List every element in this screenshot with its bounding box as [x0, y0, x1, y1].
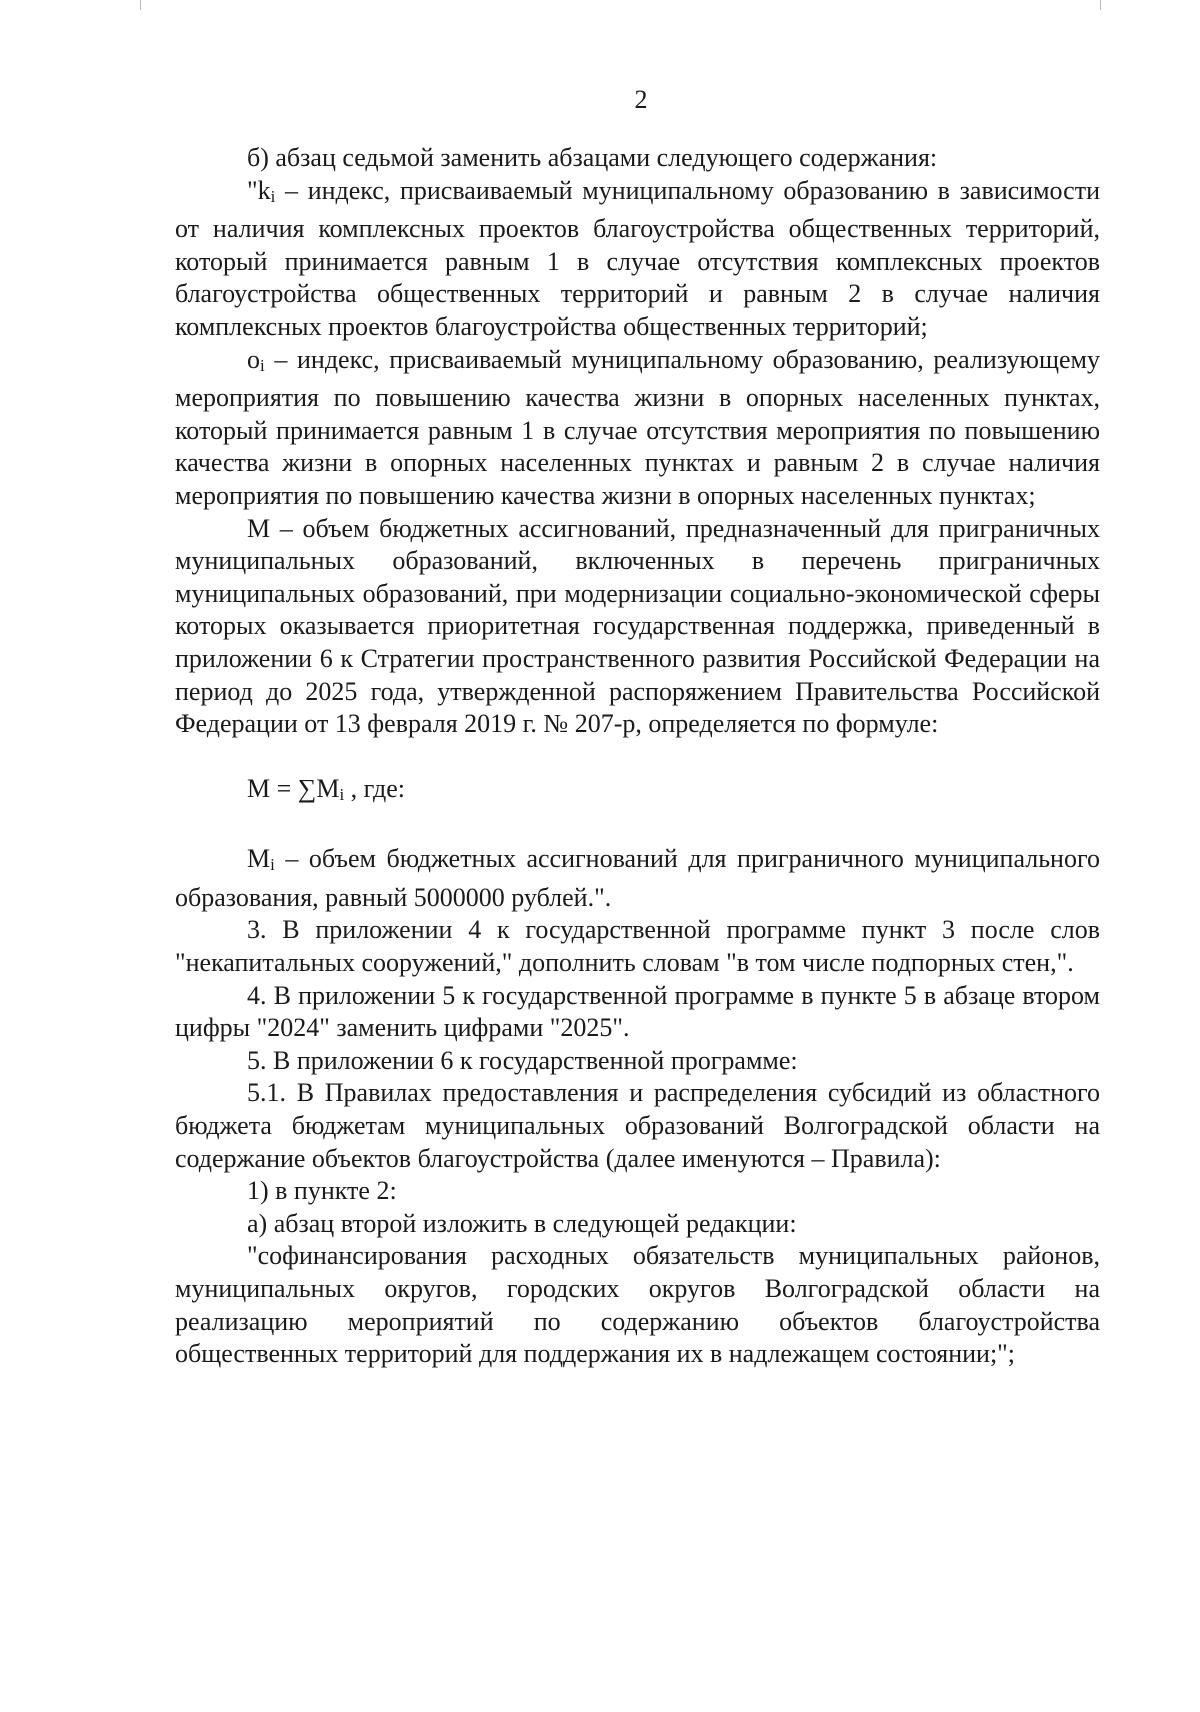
paragraph-text: 1) в пункте 2:: [247, 1176, 397, 1206]
symbol-subscript: i: [260, 355, 265, 375]
paragraph-intro: [175, 142, 1100, 175]
symbol-m: M: [247, 844, 271, 874]
paragraph-text: 4. В приложении 5 к государственной программе в пункте 5 в абзаце втором цифры "2024" заменить цифрами "2025".: [175, 980, 1100, 1043]
page-number: 2: [634, 85, 648, 114]
paragraph-text: "софинансирования расходных обязательств муниципальных районов, муниципальных округов, городских округов Волгоградской области на реализацию мероприятий по содержанию объектов благоустройства общественных территорий для поддержания их в надлежащем состоянии;";: [175, 1241, 1100, 1369]
paragraph-text: – индекс, присваиваемый муниципальному образованию в зависимости от наличия комплексных проектов благоустройства общественных территорий, который принимается равным 1 в случае отсутствия комплексных проектов благоустройства общественных территорий и равным 2 в случае наличия комплексных проектов благоустройства общественных территорий;: [175, 175, 1100, 341]
paragraph-text: – индекс, присваиваемый муниципальному образованию, реализующему мероприятия по повышению качества жизни в опорных населенных пунктах, который принимается равным 1 в случае отсутствия мероприятия по повышению качества жизни в опорных населенных пунктах и равным 2 в случае наличия мероприятия по повышению качества жизни в опорных населенных пунктах;: [175, 344, 1100, 510]
paragraph-mi-definition: [175, 843, 1100, 914]
symbol-subscript: i: [270, 186, 276, 206]
scan-edge-mark: [1100, 0, 1101, 10]
paragraph-oi-definition: [175, 344, 1100, 513]
paragraph-new-wording: [175, 1240, 1100, 1370]
paragraph-m-definition: [175, 513, 1100, 741]
paragraph-text: 5. В приложении 6 к государственной программе:: [247, 1045, 798, 1075]
paragraph-item-4: [175, 980, 1100, 1045]
symbol-k: "k: [247, 175, 271, 205]
scan-edge-mark: [140, 0, 141, 10]
symbol-o: o: [247, 344, 260, 374]
paragraph-text: б) абзац седьмой заменить абзацами следующего содержания:: [247, 143, 938, 172]
symbol-subscript: i: [339, 784, 345, 804]
paragraph-text: 5.1. В Правилах предоставления и распределения субсидий из областного бюджета бюджетам муниципальных образований Волгоградской области на содержание объектов благоустройства (далее именуются – Правила):: [175, 1078, 1100, 1173]
paragraph-ki-definition: [175, 175, 1100, 344]
paragraph-text: – объем бюджетных ассигнований для приграничного муниципального образования, равный 5000000 рублей.".: [175, 844, 1100, 912]
paragraph-text: а) абзац второй изложить в следующей редакции:: [247, 1208, 797, 1238]
spacer: [175, 811, 1100, 843]
paragraph-item-5: [175, 1045, 1100, 1078]
paragraph-item-5-1: [175, 1077, 1100, 1175]
formula: [175, 773, 1100, 812]
paragraph-subitem-1: [175, 1175, 1100, 1208]
spacer: [175, 741, 1100, 773]
document-body: [175, 142, 1100, 1371]
formula-expression: M = ∑M: [247, 773, 340, 803]
paragraph-subitem-a: [175, 1208, 1100, 1241]
paragraph-text: 3. В приложении 4 к государственной программе пункт 3 после слов "некапитальных сооружений," дополнить словам "в том числе подпорных стен,".: [175, 915, 1100, 978]
paragraph-text: M – объем бюджетных ассигнований, предназначенный для приграничных муниципальных образований, включенных в перечень приграничных муниципальных образований, при модернизации социально-экономической сферы которых оказывается приоритетная государственная поддержка, приведенный в приложении 6 к Стратегии пространственного развития Российской Федерации на период до 2025 года, утвержденной распоряжением Правительства Российской Федерации от 13 февраля 2019 г. № 207-р, определяется по формуле:: [175, 513, 1100, 739]
formula-suffix: , где:: [344, 773, 406, 803]
symbol-subscript: i: [270, 855, 275, 875]
paragraph-item-3: [175, 914, 1100, 979]
